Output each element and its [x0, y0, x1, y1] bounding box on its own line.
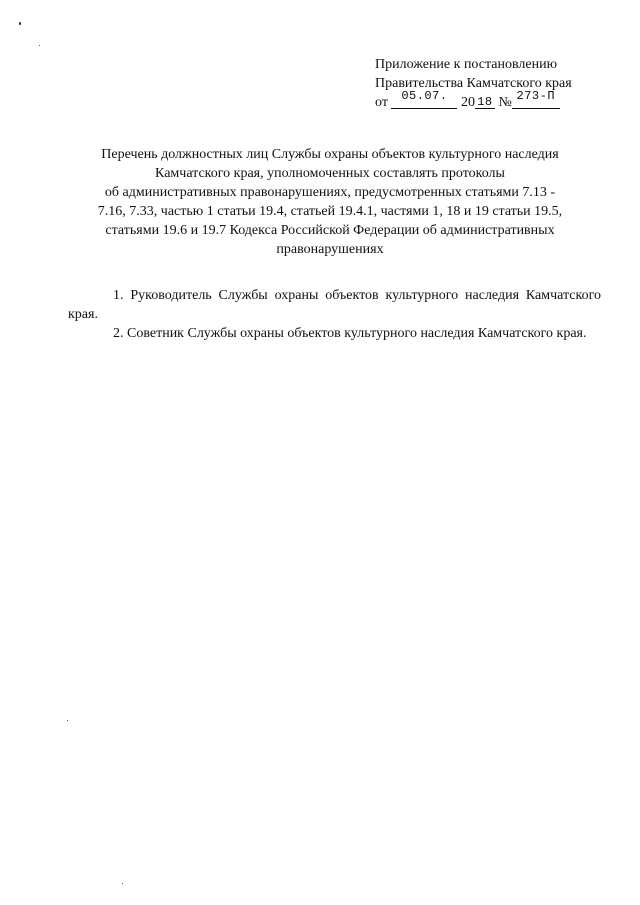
date-field — [391, 89, 457, 109]
scan-speck — [19, 22, 21, 25]
year-value: 18 — [477, 95, 493, 109]
scan-speck — [67, 720, 68, 721]
title-line: Перечень должностных лиц Службы охраны объектов культурного наследия — [101, 147, 559, 162]
list-item: 1. Руководитель Службы охраны объектов культурного наследия Камчатского края. — [68, 288, 601, 322]
appendix-line-1: Приложение к постановлению — [375, 57, 558, 72]
document-title — [60, 145, 600, 259]
number-field — [512, 89, 560, 109]
number-value: 273-П — [516, 89, 556, 103]
title-line: 7.16, 7.33, частью 1 статьи 19.4, статьей 19.4.1, частями 1, 18 и 19 статьи 19.5, — [97, 204, 563, 219]
officials-list — [68, 286, 601, 343]
title-line: статьями 19.6 и 19.7 Кодекса Российской Федерации об административных — [105, 223, 555, 238]
year-prefix: 20 — [460, 95, 475, 110]
title-line: Камчатского края, уполномоченных составлять протоколы — [155, 166, 505, 181]
list-item: 2. Советник Службы охраны объектов культурного наследия Камчатского края. — [113, 326, 587, 341]
date-value: 05.07. — [401, 89, 448, 103]
appendix-date-line — [375, 89, 625, 112]
number-label: № — [498, 95, 512, 110]
from-label: от — [375, 95, 388, 110]
appendix-header — [375, 55, 625, 112]
scan-speck — [39, 45, 40, 46]
year-field — [475, 93, 495, 109]
title-line: об административных правонарушениях, предусмотренных статьями 7.13 - — [104, 185, 556, 200]
title-line: правонарушениях — [276, 242, 384, 257]
scan-speck — [122, 883, 123, 884]
appendix-line-2: Правительства Камчатского края — [375, 76, 572, 91]
